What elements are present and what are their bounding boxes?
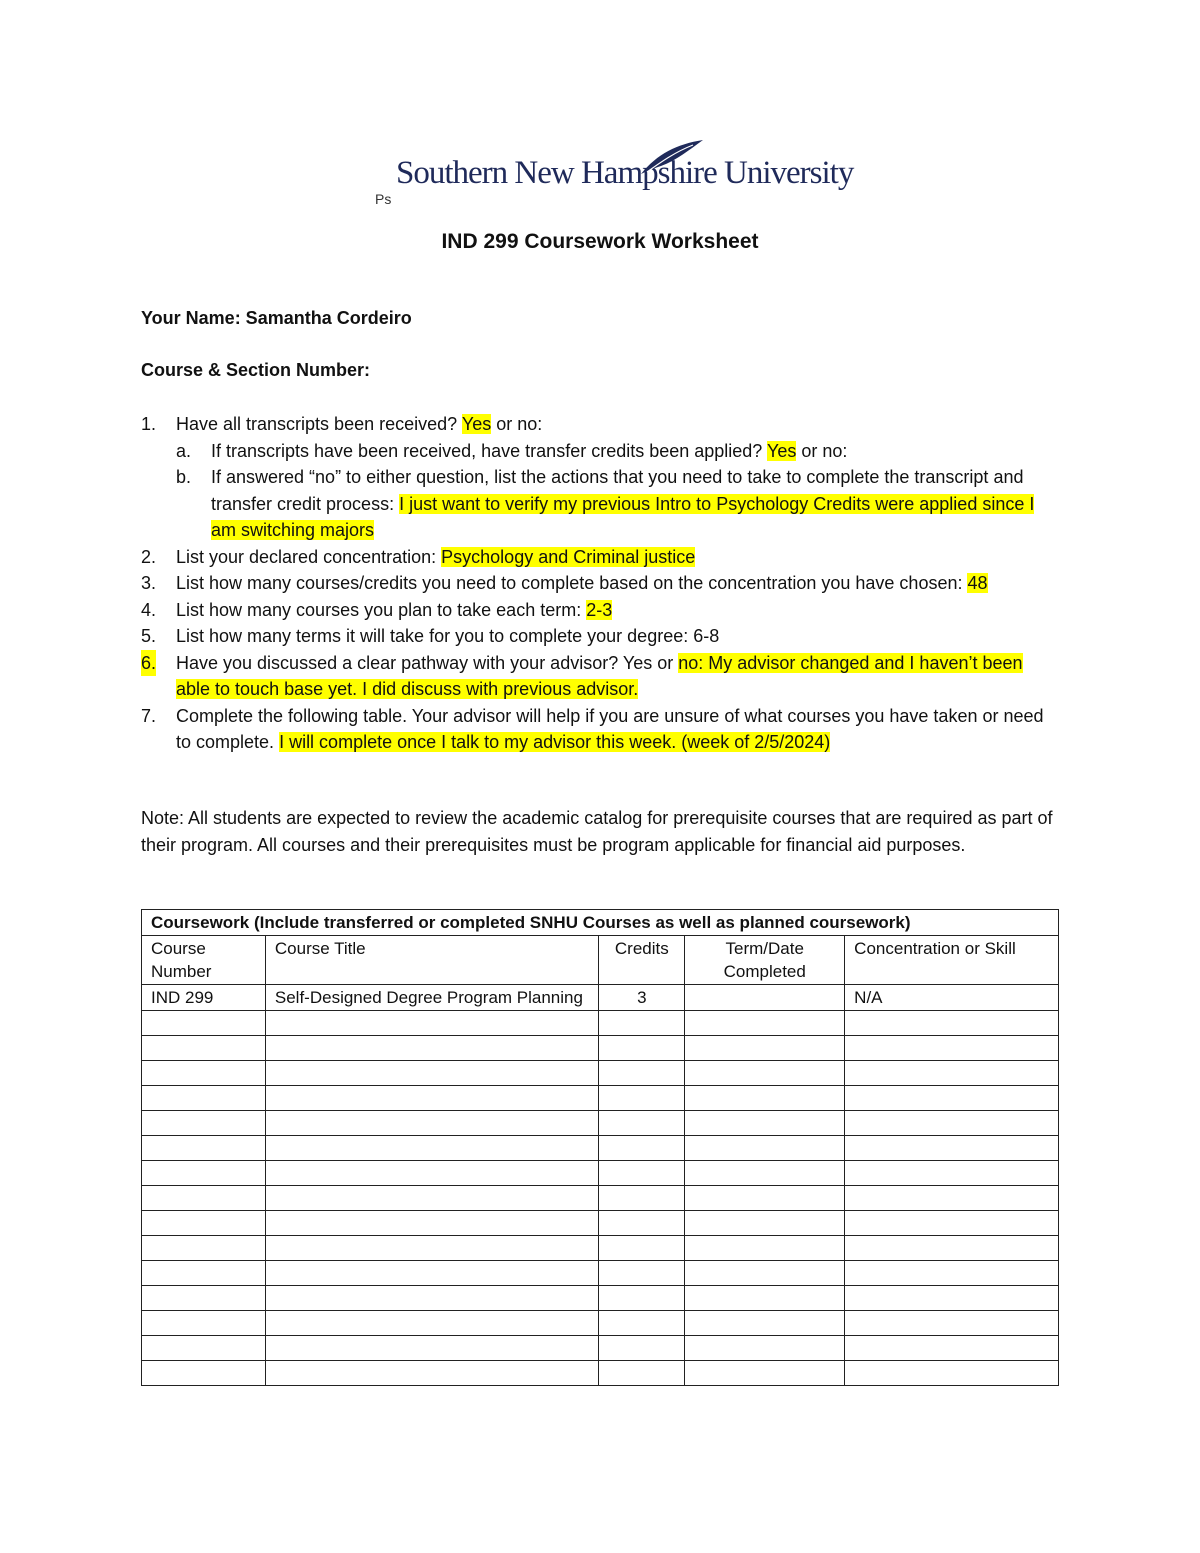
header-term-date: Term/Date Completed: [685, 936, 845, 985]
page-title: IND 299 Coursework Worksheet: [441, 230, 759, 253]
empty-cell: [265, 1161, 598, 1186]
empty-cell: [599, 1286, 685, 1311]
empty-cell: [845, 1261, 1059, 1286]
table-row-empty: [142, 1011, 1059, 1036]
answer-text: I will complete once I talk to my advisor this week. (week of 2/5/2024): [279, 732, 831, 752]
empty-cell: [142, 1011, 266, 1036]
table-row-empty: [142, 1036, 1059, 1061]
empty-cell: [685, 1286, 845, 1311]
header-course-number: Course Number: [142, 936, 266, 985]
empty-cell: [142, 1086, 266, 1111]
empty-cell: [845, 1011, 1059, 1036]
cell-concentration: N/A: [845, 985, 1059, 1011]
empty-cell: [845, 1111, 1059, 1136]
question-text: Have all transcripts been received?: [176, 414, 458, 434]
question-suffix: or no:: [796, 440, 848, 461]
empty-cell: [599, 1186, 685, 1211]
empty-cell: [685, 1311, 845, 1336]
table-row-empty: [142, 1086, 1059, 1111]
empty-cell: [845, 1236, 1059, 1261]
empty-cell: [142, 1186, 266, 1211]
empty-cell: [845, 1186, 1059, 1211]
empty-cell: [599, 1161, 685, 1186]
empty-cell: [265, 1136, 598, 1161]
question-3: [141, 570, 1061, 597]
empty-cell: [599, 1311, 685, 1336]
question-text: List how many terms it will take for you to complete your degree: 6-8: [176, 626, 720, 646]
question-number: 5.: [141, 626, 157, 646]
empty-cell: [845, 1211, 1059, 1236]
empty-cell: [265, 1336, 598, 1361]
table-row-empty: [142, 1361, 1059, 1386]
empty-cell: [142, 1236, 266, 1261]
empty-cell: [599, 1036, 685, 1061]
empty-cell: [265, 1361, 598, 1386]
empty-cell: [845, 1086, 1059, 1111]
sub-question-list: [176, 438, 1061, 544]
empty-cell: [685, 1011, 845, 1036]
answer-text: 48: [967, 573, 988, 593]
answer-text: 2-3: [586, 599, 613, 620]
logo-text: Southern New Hampshire University: [396, 155, 854, 191]
snhu-logo: [375, 138, 854, 208]
cell-course-number: IND 299: [142, 985, 266, 1011]
question-1a: [176, 438, 1061, 465]
empty-cell: [265, 1311, 598, 1336]
table-row-empty: [142, 1286, 1059, 1311]
answer-yes: Yes: [767, 440, 797, 461]
question-number: b.: [176, 467, 192, 487]
empty-cell: [142, 1336, 266, 1361]
table-caption: Coursework (Include transferred or completed SNHU Courses as well as planned coursework): [142, 910, 1059, 936]
question-number: 4.: [141, 599, 157, 620]
table-row-empty: [142, 1111, 1059, 1136]
empty-cell: [845, 1161, 1059, 1186]
empty-cell: [685, 1211, 845, 1236]
empty-cell: [685, 1111, 845, 1136]
question-number: 7.: [141, 705, 157, 726]
empty-cell: [265, 1286, 598, 1311]
empty-cell: [845, 1061, 1059, 1086]
answer-text: Psychology and Criminal justice: [441, 546, 696, 567]
name-line: Your Name: Samantha Cordeiro: [141, 308, 412, 328]
table-row-empty: [142, 1261, 1059, 1286]
table-row-empty: [142, 1211, 1059, 1236]
question-5: [141, 623, 1061, 650]
empty-cell: [845, 1036, 1059, 1061]
empty-cell: [685, 1136, 845, 1161]
empty-cell: [142, 1261, 266, 1286]
question-suffix: or no:: [491, 414, 543, 434]
empty-cell: [685, 1261, 845, 1286]
coursework-table: [141, 909, 1059, 1386]
header-credits: Credits: [599, 936, 685, 985]
question-1b: [176, 464, 1061, 544]
answer-yes: Yes: [461, 414, 492, 434]
table-row-empty: [142, 1236, 1059, 1261]
empty-cell: [599, 1086, 685, 1111]
question-text: List your declared concentration:: [176, 546, 442, 567]
cell-term-date: [685, 985, 845, 1011]
empty-cell: [142, 1361, 266, 1386]
empty-cell: [685, 1236, 845, 1261]
empty-cell: [265, 1011, 598, 1036]
empty-cell: [685, 1086, 845, 1111]
empty-cell: [685, 1361, 845, 1386]
empty-cell: [265, 1036, 598, 1061]
answer-text: I just want to verify my previous Intro to Psychology Credits were applied since I am switching majors: [211, 493, 1035, 540]
empty-cell: [142, 1061, 266, 1086]
empty-cell: [265, 1061, 598, 1086]
header-course-title: Course Title: [265, 936, 598, 985]
table-row-empty: [142, 1311, 1059, 1336]
question-list: [141, 411, 1061, 756]
empty-cell: [599, 1136, 685, 1161]
question-number: 3.: [141, 573, 157, 593]
question-number: 6.: [141, 650, 156, 677]
question-6: [141, 650, 1061, 703]
empty-cell: [265, 1111, 598, 1136]
table-row-empty: [142, 1161, 1059, 1186]
table-row-empty: [142, 1061, 1059, 1086]
empty-cell: [142, 1161, 266, 1186]
empty-cell: [265, 1261, 598, 1286]
empty-cell: [265, 1086, 598, 1111]
empty-cell: [599, 1111, 685, 1136]
note-paragraph: Note: All students are expected to review the academic catalog for prerequisite courses that are required as part of their program. All courses and their prerequisites must be program applicable for financial aid purposes.: [141, 808, 1053, 855]
empty-cell: [265, 1236, 598, 1261]
empty-cell: [265, 1186, 598, 1211]
quill-icon: [637, 138, 707, 178]
empty-cell: [599, 1061, 685, 1086]
empty-cell: [599, 1211, 685, 1236]
question-text: If answered “no” to either question, list the actions that you need to take to complete the transcript and transfer credit process:: [211, 467, 1024, 514]
empty-cell: [142, 1311, 266, 1336]
question-text: List how many courses you plan to take each term:: [176, 599, 587, 620]
question-2: [141, 544, 1061, 571]
question-number: a.: [176, 440, 192, 461]
question-number: 2.: [141, 546, 157, 567]
logo-prefix: Ps: [375, 191, 392, 207]
empty-cell: [685, 1186, 845, 1211]
question-text: If transcripts have been received, have transfer credits been applied?: [211, 440, 763, 461]
empty-cell: [142, 1136, 266, 1161]
empty-cell: [685, 1161, 845, 1186]
empty-cell: [142, 1111, 266, 1136]
empty-cell: [142, 1286, 266, 1311]
question-7: [141, 703, 1061, 756]
empty-cell: [599, 1261, 685, 1286]
question-4: [141, 597, 1061, 624]
question-1: [141, 411, 1061, 544]
cell-credits: 3: [599, 985, 685, 1011]
question-text: Complete the following table. Your advisor will help if you are unsure of what courses you have taken or need to complete.: [176, 705, 1044, 752]
empty-cell: [599, 1011, 685, 1036]
empty-cell: [845, 1311, 1059, 1336]
empty-cell: [845, 1336, 1059, 1361]
table-row-empty: [142, 1186, 1059, 1211]
empty-cell: [685, 1061, 845, 1086]
table-row: [142, 985, 1059, 1011]
empty-cell: [845, 1361, 1059, 1386]
empty-cell: [265, 1211, 598, 1236]
empty-cell: [142, 1036, 266, 1061]
course-section-line: Course & Section Number:: [141, 360, 371, 380]
empty-cell: [685, 1336, 845, 1361]
header-concentration: Concentration or Skill: [845, 936, 1059, 985]
empty-cell: [599, 1336, 685, 1361]
empty-cell: [142, 1211, 266, 1236]
question-text: Have you discussed a clear pathway with your advisor? Yes or: [176, 652, 679, 673]
question-number: 1.: [141, 414, 157, 434]
empty-cell: [685, 1036, 845, 1061]
table-row-empty: [142, 1136, 1059, 1161]
empty-cell: [845, 1136, 1059, 1161]
empty-cell: [599, 1361, 685, 1386]
answer-text: no: My advisor changed and I haven’t been able to touch base yet. I did discuss with previous advisor.: [176, 652, 1023, 699]
table-header-row: [142, 936, 1059, 985]
table-row-empty: [142, 1336, 1059, 1361]
empty-cell: [845, 1286, 1059, 1311]
question-text: List how many courses/credits you need to complete based on the concentration you have chosen:: [176, 573, 968, 593]
empty-cell: [599, 1236, 685, 1261]
cell-course-title: Self-Designed Degree Program Planning: [265, 985, 598, 1011]
